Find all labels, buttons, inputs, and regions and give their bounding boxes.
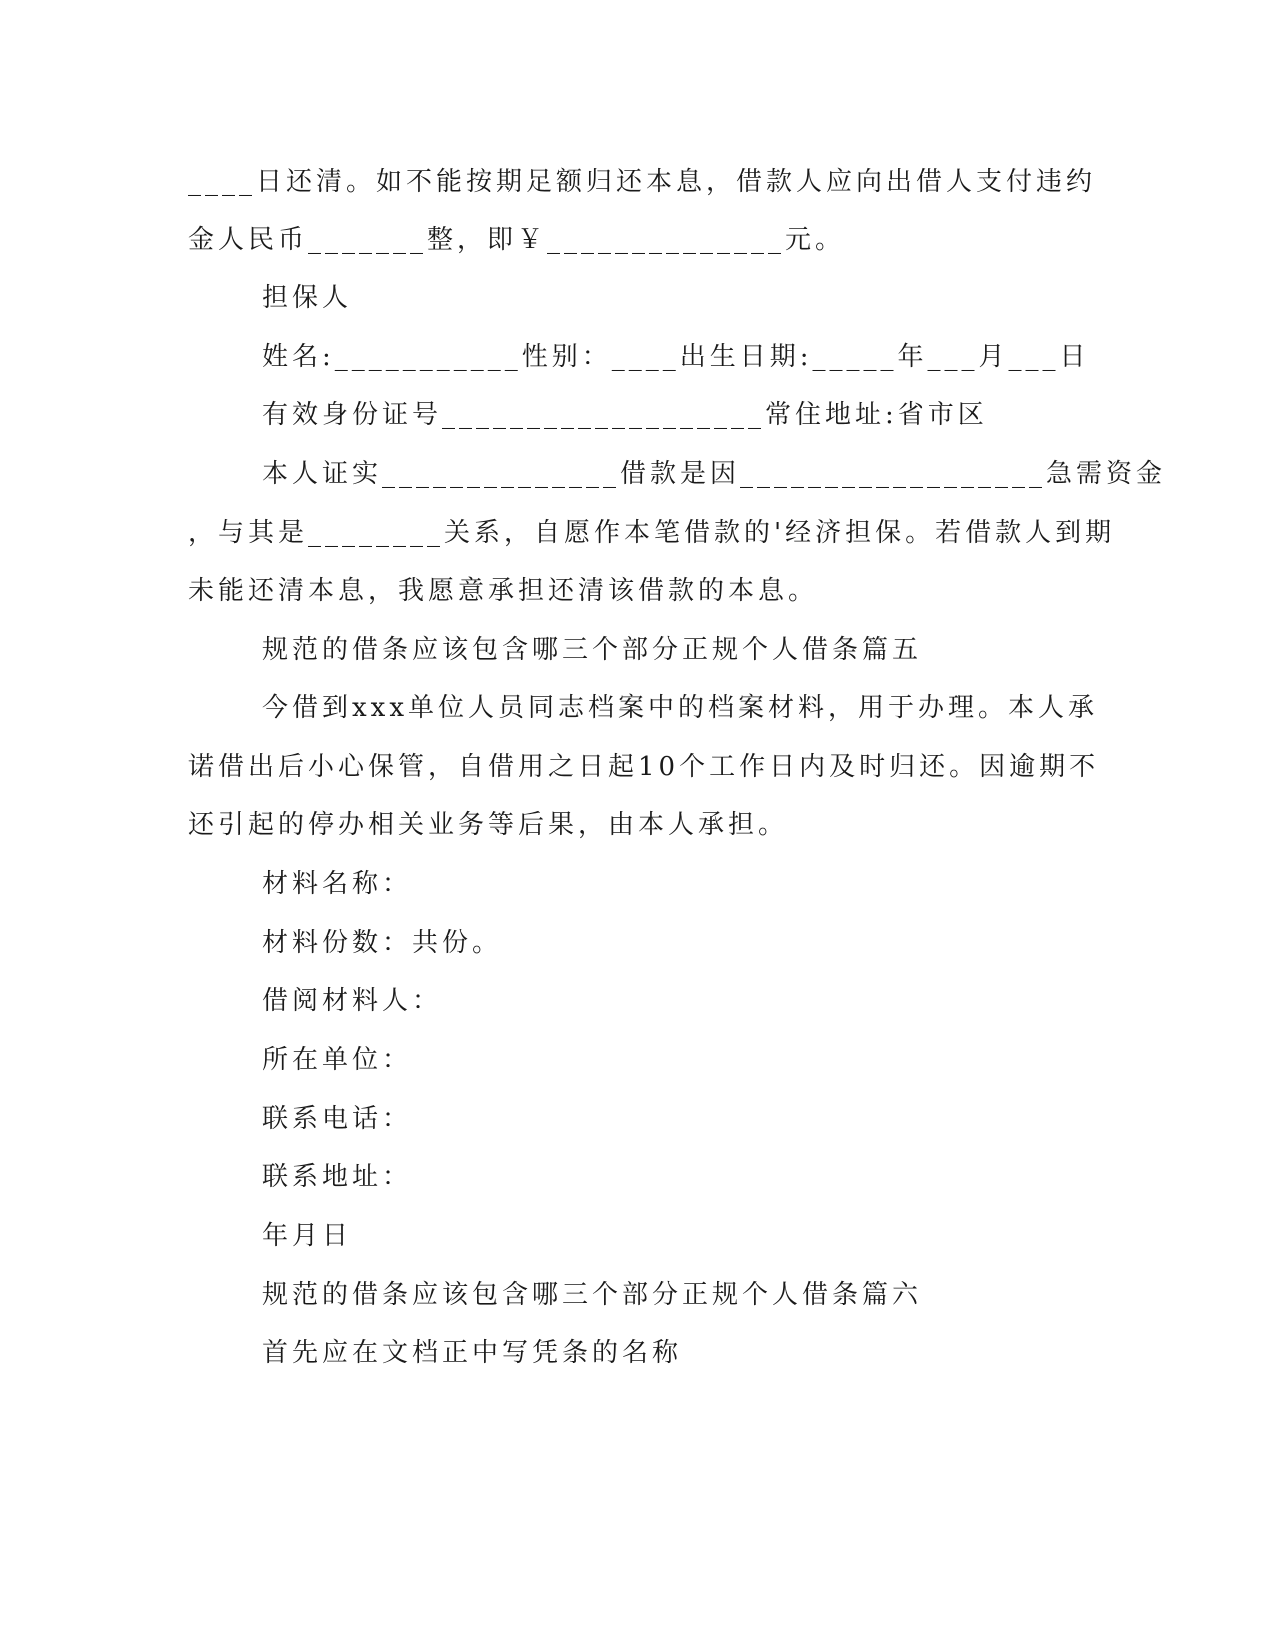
text-line-21: 首先应在文档正中写凭条的名称 <box>262 1338 683 1368</box>
unit-label: 所在单位： <box>262 1045 413 1075</box>
text-line-12: 还引起的停办相关业务等后果，由本人承担。 <box>188 810 789 840</box>
text-line-11: 诺借出后小心保管，自借用之日起10个工作日内及时归还。因逾期不 <box>188 752 1100 782</box>
borrower-label: 借阅材料人： <box>262 986 443 1016</box>
phone-label: 联系电话： <box>262 1104 413 1134</box>
section-heading-5: 规范的借条应该包含哪三个部分正规个人借条篇五 <box>262 635 923 665</box>
text-line-4: 姓名:___________性别：____出生日期:_____年___月___日 <box>262 342 1090 372</box>
guarantor-heading: 担保人 <box>262 283 353 313</box>
text-line-2: 金人民币_______整，即￥______________元。 <box>188 225 846 255</box>
text-line-7: ，与其是________关系，自愿作本笔借款的'经济担保。若借款人到期 <box>188 518 1116 548</box>
material-name-label: 材料名称： <box>262 869 413 899</box>
text-line-1: ____日还清。如不能按期足额归还本息，借款人应向出借人支付违约 <box>188 167 1097 197</box>
text-line-8: 未能还清本息，我愿意承担还清该借款的本息。 <box>188 576 819 606</box>
material-count-label: 材料份数：共份。 <box>262 928 503 958</box>
address-label: 联系地址： <box>262 1162 413 1192</box>
section-heading-6: 规范的借条应该包含哪三个部分正规个人借条篇六 <box>262 1280 923 1310</box>
text-line-5: 有效身份证号___________________常住地址:省市区 <box>262 400 988 430</box>
text-line-6: 本人证实______________借款是因__________________急需资金 <box>262 459 1167 489</box>
date-label: 年月日 <box>262 1221 353 1251</box>
text-line-10: 今借到xxx单位人员同志档案中的档案材料，用于办理。本人承 <box>262 693 1098 723</box>
